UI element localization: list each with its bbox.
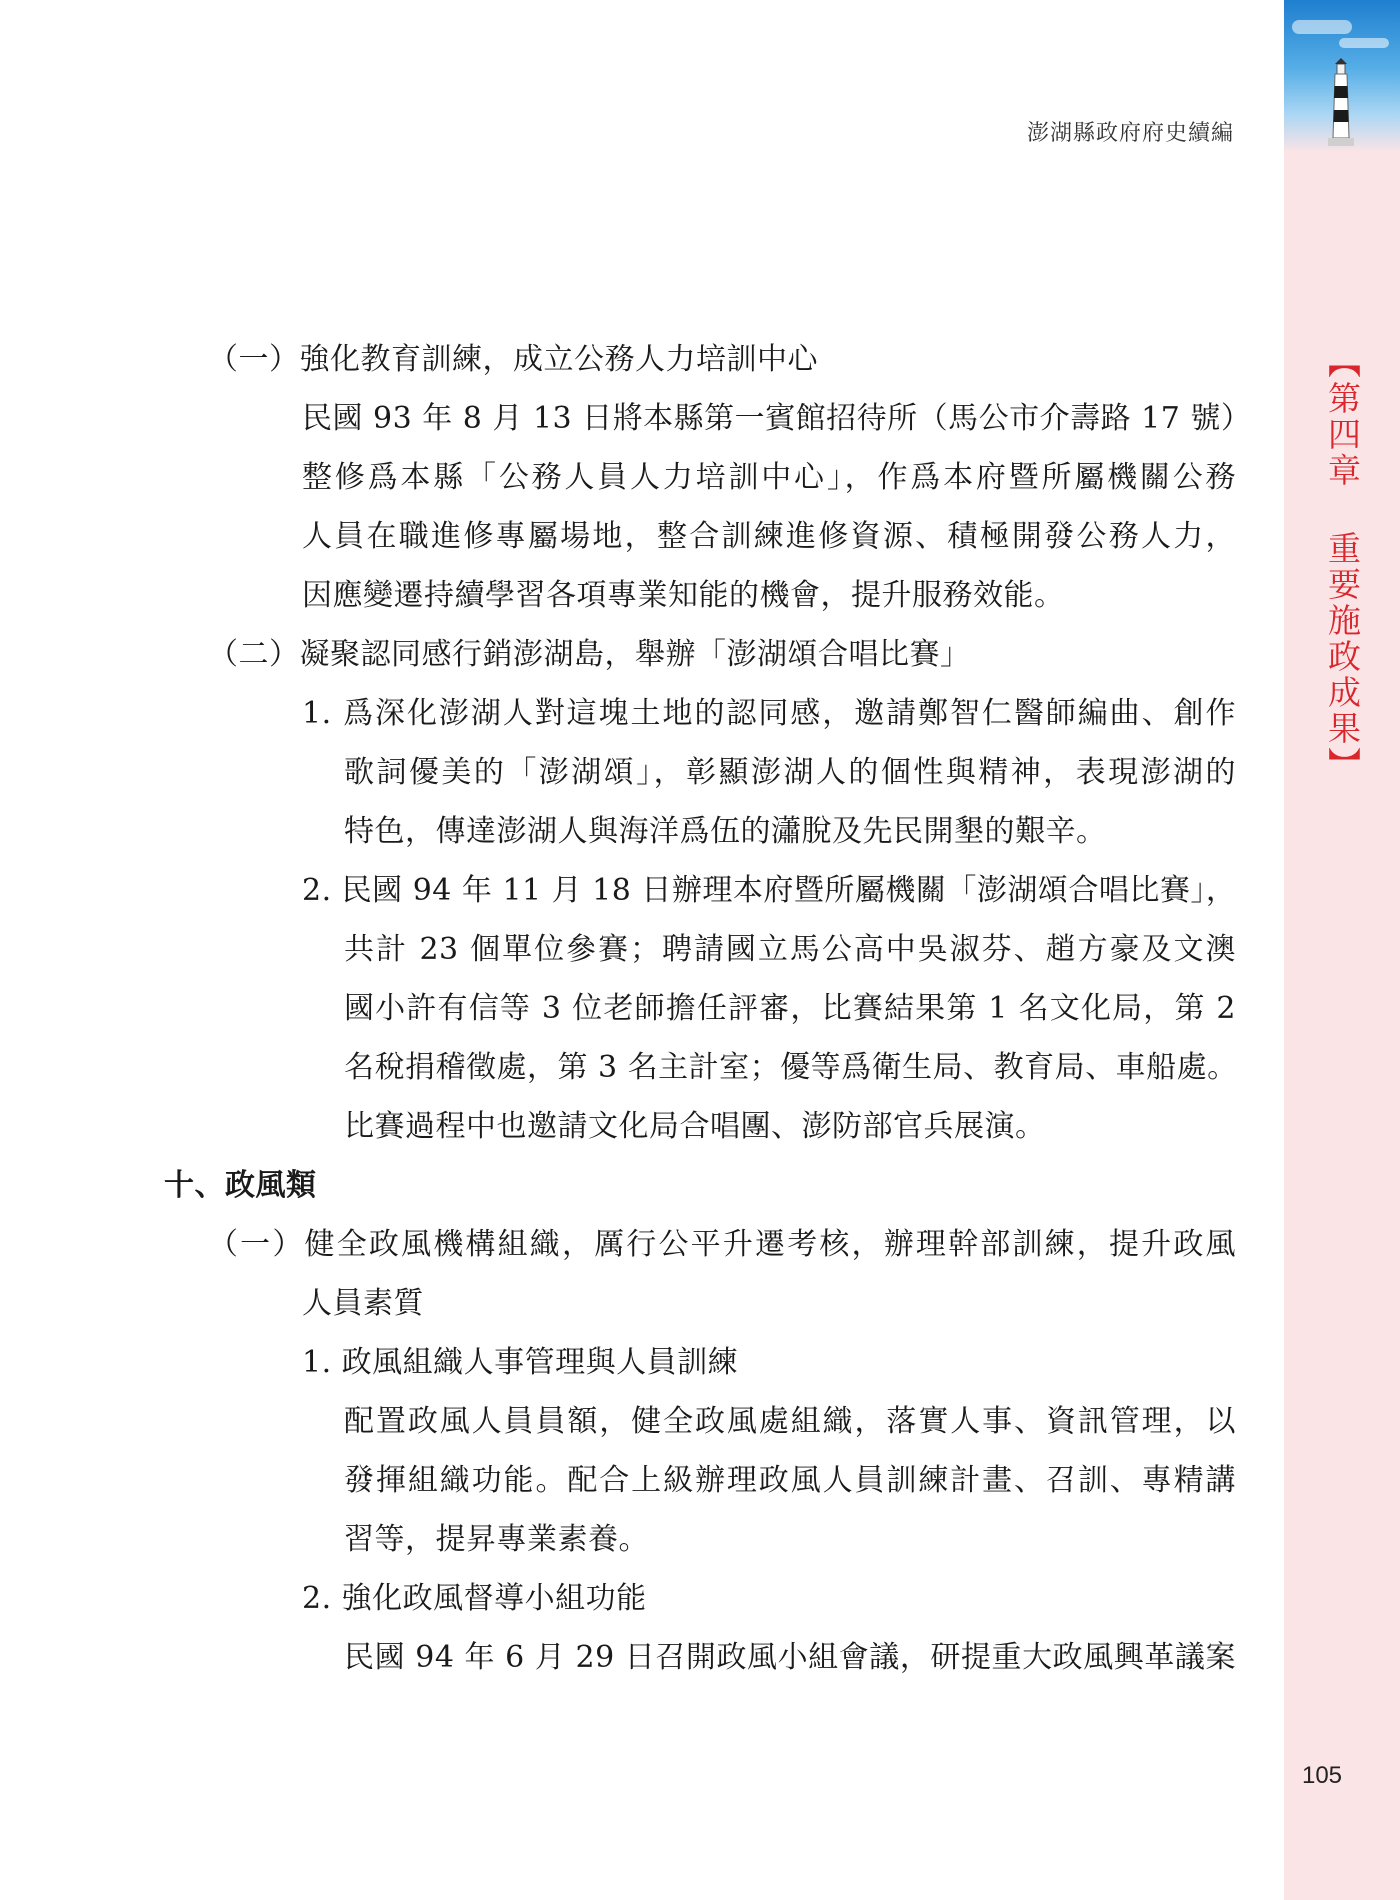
list-item-line: 1. 政風組織人事管理與人員訓練 [302, 1345, 739, 1380]
paragraph-line: 共計 23 個單位參賽；聘請國立馬公高中吳淑芬、趙方豪及文澳 [344, 932, 1236, 967]
page-number: 105 [1301, 1762, 1343, 1789]
cloud-shape [1339, 38, 1389, 48]
paragraph-line: 國小許有信等 3 位老師擔任評審，比賽結果第 1 名文化局，第 2 [344, 991, 1236, 1026]
section-heading: （二）凝聚認同感行銷澎湖島，舉辦「澎湖頌合唱比賽」 [208, 637, 971, 672]
section-heading-continued: 人員素質 [302, 1286, 424, 1321]
list-item-line: 2. 民國 94 年 11 月 18 日辦理本府暨所屬機關「澎湖頌合唱比賽」， [302, 873, 1237, 908]
paragraph-line: 配置政風人員員額，健全政風處組織，落實人事、資訊管理，以 [344, 1404, 1236, 1439]
header-photo-lighthouse [1284, 0, 1400, 152]
list-item-line: 1. 爲深化澎湖人對這塊土地的認同感，邀請鄭智仁醫師編曲、創作 [302, 696, 1236, 731]
lighthouse-icon [1324, 58, 1358, 148]
chapter-section-title: 十、政風類 [164, 1168, 317, 1203]
paragraph-line: 特色，傳達澎湖人與海洋爲伍的瀟脫及先民開墾的艱辛。 [344, 814, 1107, 849]
paragraph-line: 民國 93 年 8 月 13 日將本縣第一賓館招待所（馬公市介壽路 17 號） [302, 401, 1252, 436]
list-item-line: 2. 強化政風督導小組功能 [302, 1581, 647, 1616]
paragraph-line: 人員在職進修專屬場地，整合訓練進修資源、積極開發公務人力， [302, 519, 1236, 554]
paragraph-line: 民國 94 年 6 月 29 日召開政風小組會議，研提重大政風興革議案 [344, 1640, 1236, 1675]
running-header: 澎湖縣政府府史續編 [1026, 121, 1234, 146]
chapter-tab: 【第四章 重要施政成果】 [1323, 345, 1362, 783]
section-heading: （一）健全政風機構組織，厲行公平升遷考核，辦理幹部訓練，提升政風 [208, 1227, 1236, 1262]
paragraph-line: 整修爲本縣「公務人員人力培訓中心」，作爲本府暨所屬機關公務 [302, 460, 1236, 495]
paragraph-line: 習等，提昇專業素養。 [344, 1522, 649, 1557]
paragraph-line: 因應變遷持續學習各項專業知能的機會，提升服務效能。 [302, 578, 1065, 613]
paragraph-line: 比賽過程中也邀請文化局合唱團、澎防部官兵展演。 [344, 1109, 1046, 1144]
cloud-shape [1292, 20, 1352, 34]
paragraph-line: 歌詞優美的「澎湖頌」，彰顯澎湖人的個性與精神，表現澎湖的 [344, 755, 1236, 790]
side-band [1284, 0, 1400, 1900]
paragraph-line: 發揮組織功能。配合上級辦理政風人員訓練計畫、召訓、專精講 [344, 1463, 1236, 1498]
paragraph-line: 名稅捐稽徵處，第 3 名主計室；優等爲衛生局、教育局、車船處。 [344, 1050, 1238, 1085]
section-heading: （一）強化教育訓練，成立公務人力培訓中心 [208, 342, 818, 377]
